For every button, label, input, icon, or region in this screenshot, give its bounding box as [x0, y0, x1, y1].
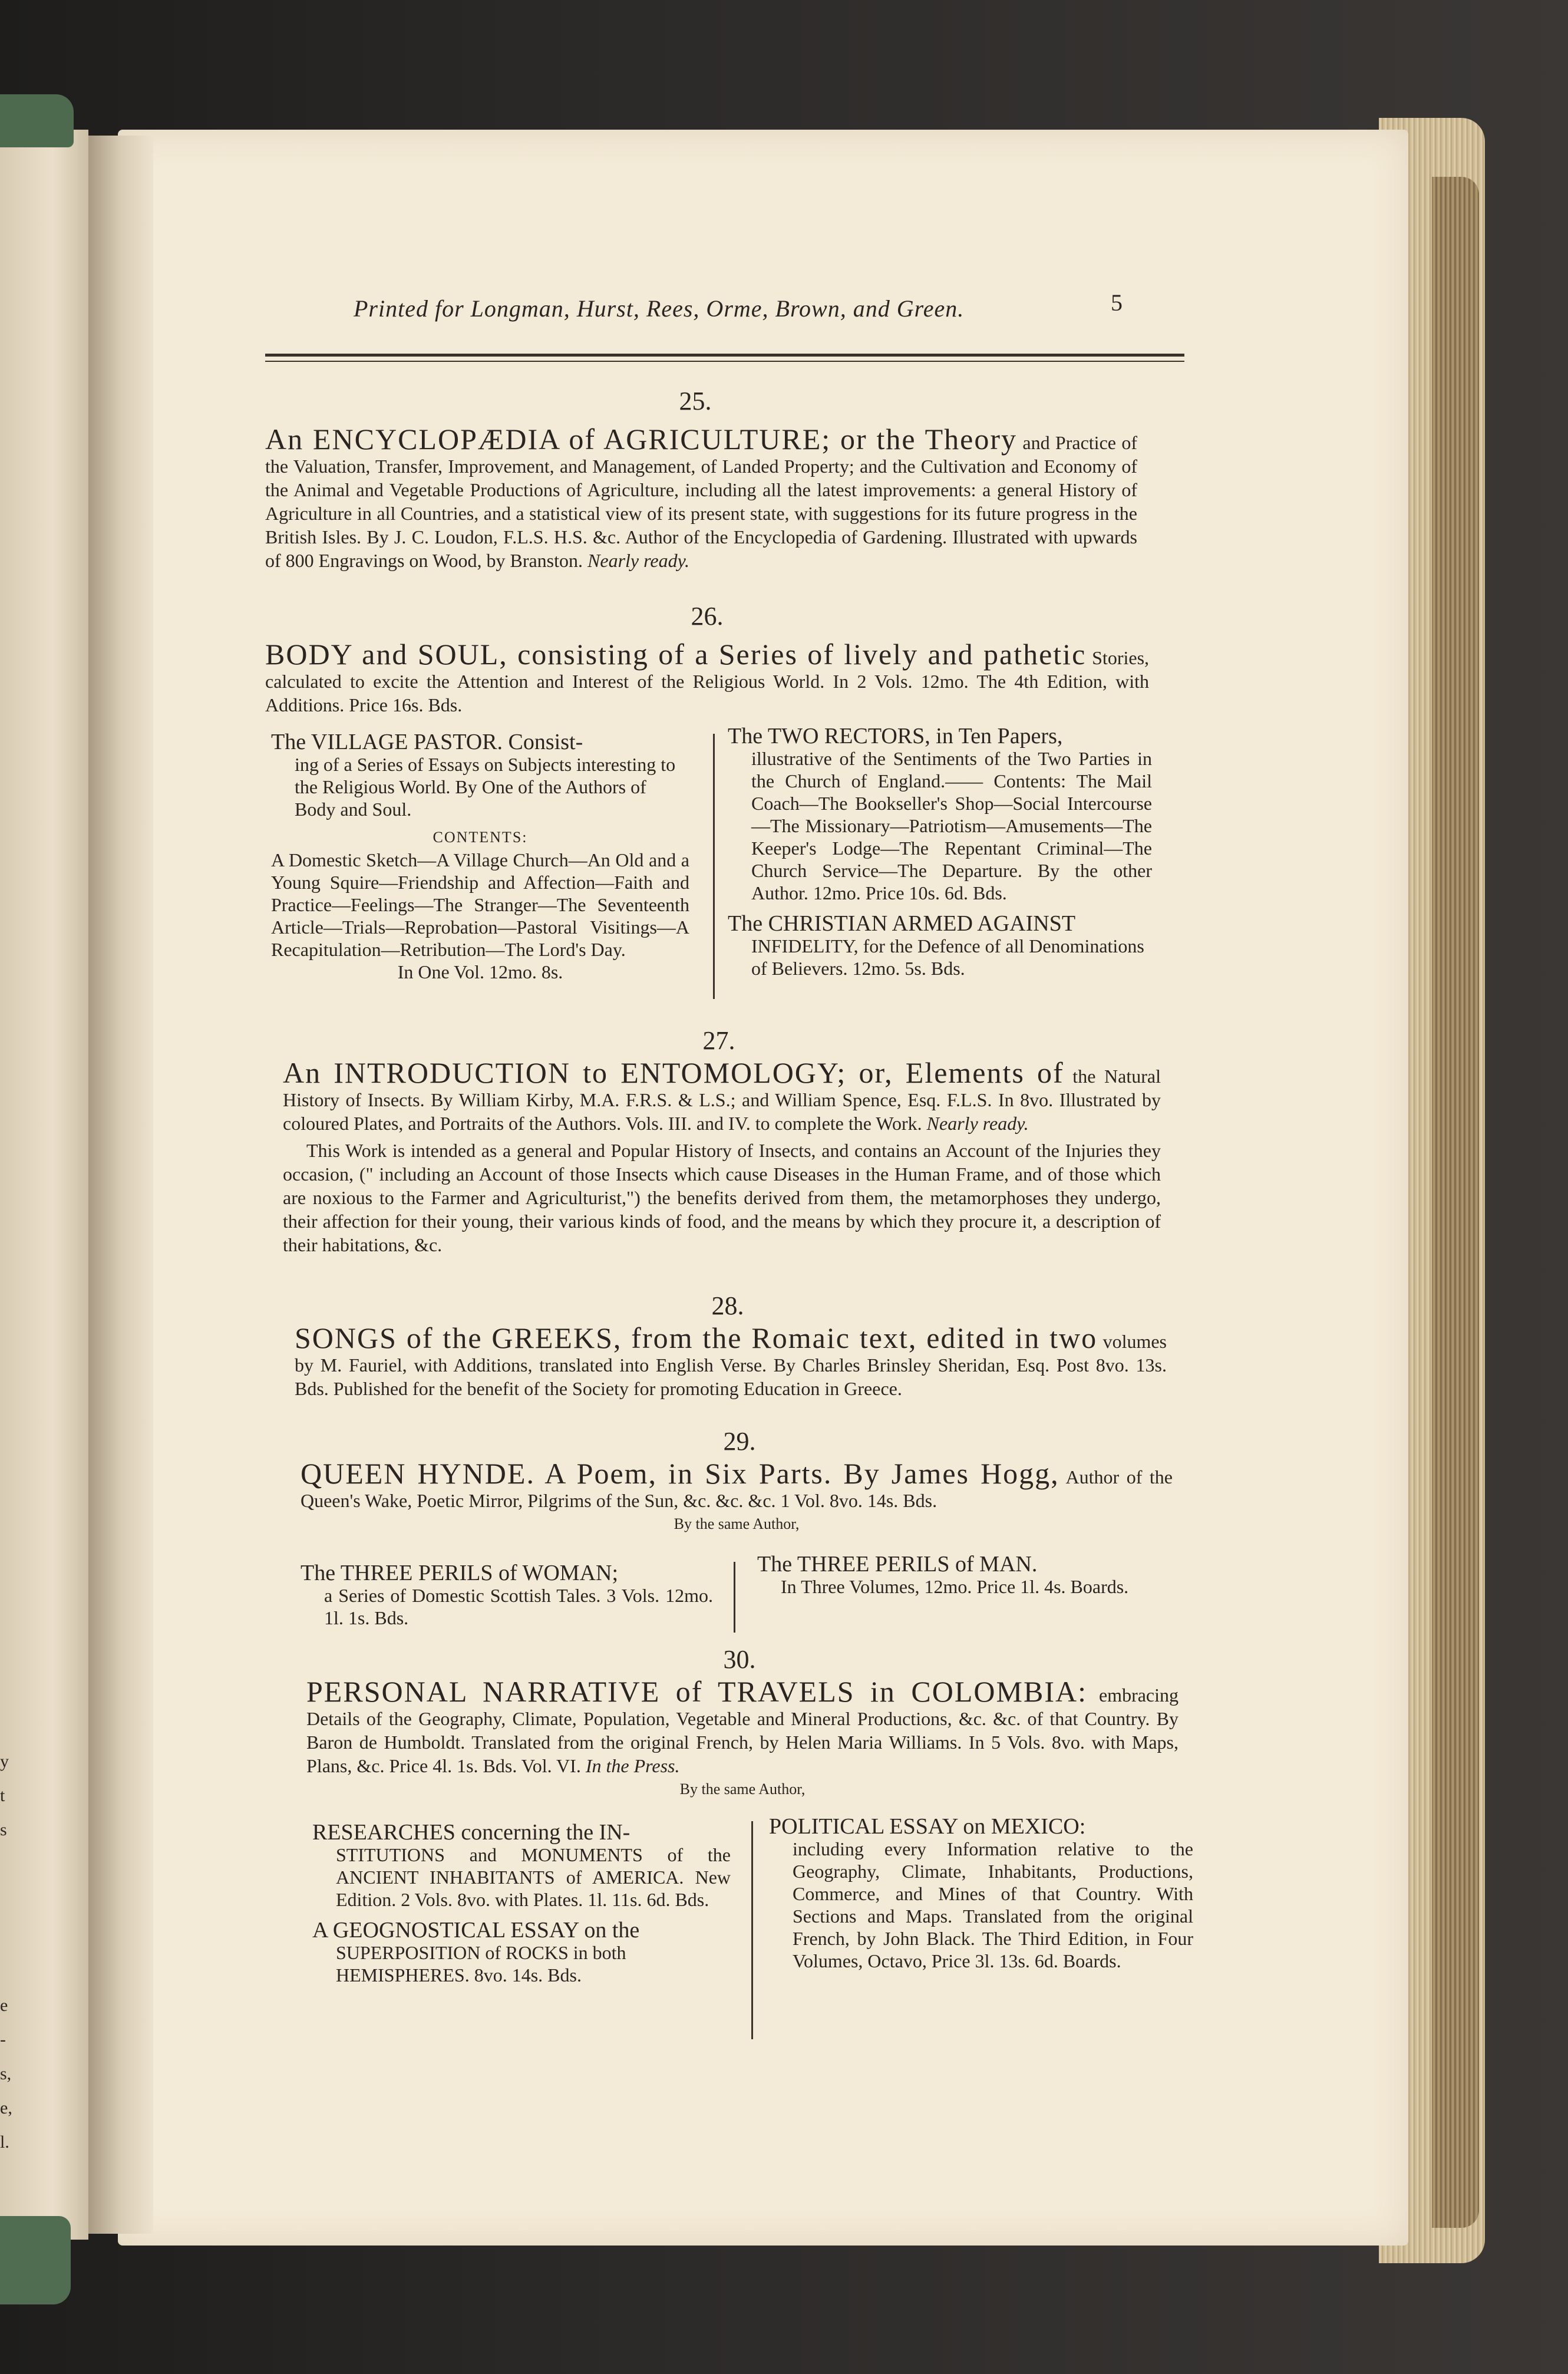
col-perils-woman — [301, 1562, 713, 1629]
col-village-pastor — [271, 731, 689, 983]
fragment: e — [0, 1996, 8, 2015]
entry-29 — [301, 1457, 1173, 1536]
subentry-title: The THREE PERILS of MAN. — [757, 1552, 1038, 1577]
fragment: t — [0, 1786, 5, 1805]
fragment: s, — [0, 2064, 12, 2083]
entry-25 — [265, 423, 1138, 572]
entry-body: Stories, calculated to excite the Attention and Interest of the Religious World. In 2 Vols. 12mo. The 4th Edition, with Additions. Price 16s. Bds. — [265, 647, 1150, 716]
subentry-title: The THREE PERILS of WOMAN; — [301, 1561, 619, 1585]
subentry-body: illustrative of the Sentiments of the Two Parties in the Church of England.—— Contents: The Mail Coach—The Bookseller's Shop—Social Intercourse—The Missionary—Patriotism—Amusements—The Keeper's Lodge—The Repentant Criminal—The Church Service—The Departure. By the other Author. 12mo. Price 10s. 6d. Bds. — [751, 748, 1152, 904]
subentry-title: The VILLAGE PASTOR. Consist- — [271, 730, 583, 754]
subentry-title: The TWO RECTORS, in Ten Papers, — [728, 724, 1063, 749]
entry-number: 28. — [711, 1291, 744, 1320]
fragment: s — [0, 1820, 7, 1839]
entry-30 — [306, 1675, 1179, 1801]
fragment: y — [0, 1752, 9, 1771]
subentry-title: POLITICAL ESSAY on MEXICO: — [769, 1814, 1086, 1839]
entry-number: 25. — [679, 387, 712, 416]
entry-title: An ENCYCLOPÆDIA of AGRICULTURE; or the Theory — [265, 423, 1017, 456]
entry-27 — [283, 1056, 1161, 1257]
entry-title: An INTRODUCTION to ENTOMOLOGY; or, Elements of — [283, 1056, 1064, 1089]
running-head: Printed for Longman, Hurst, Rees, Orme, Brown, and Green. — [354, 295, 965, 322]
entry-28 — [295, 1321, 1167, 1400]
entry-description: This Work is intended as a general and Popular History of Insects, and contains an Account of the Injuries they occasion, (" including an Account of those Insects which cause Diseases in the Human Frame, and of those which are noxious to the Farmer and Agriculturist,") the benefits derived from them, the metamorphoses they undergo, their affection for their young, their various kinds of food, and the means by which they procure it, a description of their habitations, &c. — [283, 1140, 1161, 1255]
entry-number: 30. — [723, 1645, 756, 1674]
cover-corner-top — [0, 94, 74, 147]
entry-body: embracing Details of the Geography, Climate, Population, Vegetable and Mineral Productions, &c. &c. of that Country. By Baron de Humboldt. Translated from the original French, by Helen Maria Williams. In 5 Vols. 8vo. with Maps, Plans, &c. Price 4l. 1s. Bds. Vol. VI. — [306, 1684, 1179, 1776]
subentry-body-2: SUPERPOSITION of ROCKS in both HEMISPHERES. 8vo. 14s. Bds. — [336, 1942, 626, 1986]
entry-body: and Practice of the Valuation, Transfer, Improvement, and Management, of Landed Property; and the Cultivation and Economy of the Animal and Vegetable Productions of Agriculture, including all the latest improvements: a general History of Agriculture in all Countries, and a statistical view of its present state, with suggestions for its future progress in the British Isles. By J. C. Loudon, F.L.S. H.S. &c. Author of the Encyclopedia of Gardening. Illustrated with upwards of 800 Engravings on Wood, by Branston. — [265, 432, 1138, 571]
same-author: By the same Author, — [674, 1515, 800, 1532]
entry-title: QUEEN HYNDE. A Poem, in Six Parts. By James Hogg, — [301, 1457, 1059, 1490]
column-divider — [751, 1821, 753, 2039]
fragment: - — [0, 2030, 6, 2049]
entry-body: Author of the Queen's Wake, Poetic Mirror, Pilgrims of the Sun, &c. &c. &c. 1 Vol. 8vo. 14s. Bds. — [301, 1466, 1173, 1511]
header-rule — [265, 354, 1184, 357]
subentry-body-2: INFIDELITY, for the Defence of all Denominations of Believers. 12mo. 5s. Bds. — [751, 935, 1144, 979]
column-divider — [713, 734, 715, 999]
entry-title: SONGS of the GREEKS, from the Romaic text, edited in two — [295, 1321, 1098, 1354]
subentry-body: a Series of Domestic Scottish Tales. 3 Vols. 12mo. 1l. 1s. Bds. — [324, 1585, 713, 1628]
entry-title: BODY and SOUL, consisting of a Series of lively and pathetic — [265, 638, 1087, 671]
subentry-body: including every Information relative to the Geography, Climate, Inhabitants, Productions, Commerce, and Mines of that Country. With Sections and Maps. Translated from the original French, by John Black. The Third Edition, in Four Volumes, Octavo, Price 3l. 13s. 6d. Boards. — [793, 1838, 1193, 1971]
entry-body: volumes by M. Fauriel, with Additions, translated into English Verse. By Charles Brinsley Sheridan, Esq. Post 8vo. 13s. Bds. Published for the benefit of the Society for promoting Education in Greece. — [295, 1331, 1167, 1399]
entry-number: 29. — [723, 1427, 756, 1456]
entry-title: PERSONAL NARRATIVE of TRAVELS in COLOMBIA: — [306, 1675, 1087, 1708]
entry-body: the Natural History of Insects. By William Kirby, M.A. F.R.S. & L.S.; and William Spence, Esq. F.L.S. In 8vo. Illustrated by coloured Plates, and Portraits of the Authors. Vols. III. and IV. to complete the Work. — [283, 1066, 1161, 1134]
entry-26 — [265, 638, 1150, 717]
subentry-body: In Three Volumes, 12mo. Price 1l. 4s. Boards. — [781, 1576, 1129, 1597]
subentry-title-2: A GEOGNOSTICAL ESSAY on the — [312, 1918, 640, 1943]
page-number: 5 — [1111, 289, 1123, 316]
fragment: l. — [0, 2132, 9, 2152]
subentry-body: STITUTIONS and MONUMENTS of the ANCIENT INHABITANTS of AMERICA. New Edition. 2 Vols. 8vo. with Plates. 1l. 11s. 6d. Bds. — [336, 1844, 731, 1910]
left-page-fragments — [0, 1745, 18, 2159]
cover-corner-bottom — [0, 2216, 71, 2304]
col-perils-man — [757, 1553, 1181, 1598]
column-divider — [734, 1562, 735, 1633]
subentry-body: ing of a Series of Essays on Subjects interesting to the Religious World. By One of the Authors of Body and Soul. — [295, 754, 676, 820]
contents-text: A Domestic Sketch—A Village Church—An Old and a Young Squire—Friendship and Affection—Faith and Practice—Feelings—The Stranger—The Seventeenth Article—Trials—Reprobation—Pastoral Visitings—A Recapitulation—Retribution—The Lord's Day. — [271, 849, 689, 960]
gutter — [88, 136, 153, 2234]
fragment: e, — [0, 2098, 12, 2118]
subentry-title-2: The CHRISTIAN ARMED AGAINST — [728, 911, 1076, 936]
header-rule-thin — [265, 361, 1184, 362]
col-political-essay — [769, 1815, 1193, 1972]
col-two-rectors — [728, 725, 1152, 980]
subentry-title: RESEARCHES concerning the IN- — [312, 1820, 630, 1845]
same-author: By the same Author, — [679, 1780, 806, 1798]
entry-status: Nearly ready. — [926, 1113, 1029, 1134]
contents-label: CONTENTS: — [433, 829, 528, 846]
entry-status: Nearly ready. — [587, 550, 690, 571]
col-researches — [312, 1821, 731, 1986]
page-edges-dark — [1432, 177, 1479, 2228]
entry-number: 26. — [691, 602, 724, 631]
entry-number: 27. — [702, 1026, 735, 1055]
entry-status: In the Press. — [585, 1755, 680, 1776]
subentry-price: In One Vol. 12mo. 8s. — [397, 961, 563, 982]
